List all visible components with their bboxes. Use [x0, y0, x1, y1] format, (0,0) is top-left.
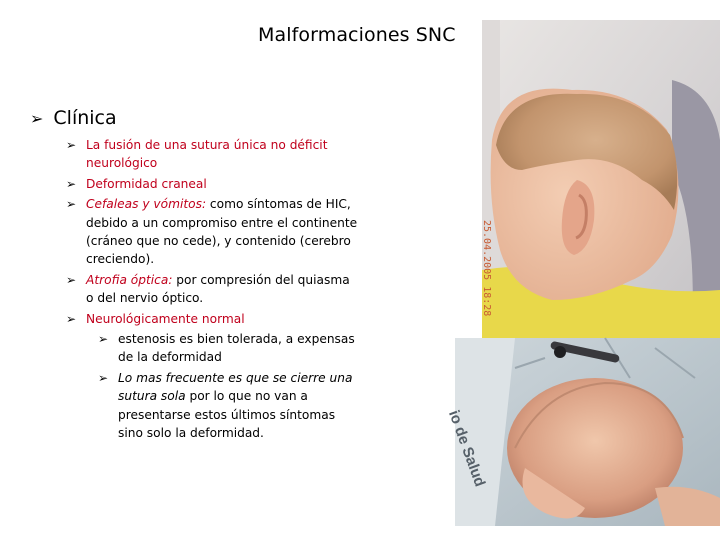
infant-profile-photo [482, 20, 720, 338]
bullet-item [66, 310, 358, 328]
sub-bullet-rest: por lo que no van a presentarse estos últimos síntomas sino solo la deformidad. [118, 389, 336, 441]
bullet-text [86, 271, 358, 308]
arrow-bullet-icon: ➢ [66, 311, 77, 326]
bullet-list [66, 136, 358, 445]
bullet-item [66, 136, 358, 173]
bullet-item [66, 271, 358, 308]
sub-bullet-item [98, 330, 358, 367]
sub-bullet-text [118, 369, 358, 443]
sub-bullet-item [98, 369, 358, 443]
bullet-rest: como síntomas de HIC, debido a un compromiso entre el continente (cráneo que no cede), y contenido (cerebro creciendo). [86, 197, 358, 267]
bullet-item [66, 175, 358, 193]
bullet-lead: Atrofia óptica: [86, 272, 173, 287]
sub-bullet-text: estenosis es bien tolerada, a expensas de la deformidad [118, 332, 355, 365]
arrow-bullet-icon: ➢ [30, 109, 44, 128]
bullet-text: Deformidad craneal [86, 176, 207, 191]
section-heading-text: Clínica [53, 107, 117, 129]
arrow-bullet-icon: ➢ [98, 332, 109, 347]
arrow-bullet-icon: ➢ [98, 370, 109, 385]
photo-date-stamp: 25.04.2005 18:28 [481, 220, 492, 317]
bullet-text [86, 195, 358, 269]
section-heading [30, 107, 117, 129]
slide-title: Malformaciones SNC [258, 24, 456, 46]
arrow-bullet-icon: ➢ [66, 176, 77, 191]
bullet-item [66, 195, 358, 269]
arrow-bullet-icon: ➢ [66, 138, 77, 152]
bullet-rest: por compresión del quiasma o del nervio óptico. [86, 272, 350, 306]
sub-bullet-lead: Lo mas frecuente es que se cierre una sutura sola [118, 370, 353, 404]
bullet-text: Neurológicamente normal [86, 311, 245, 326]
infant-top-view-photo [445, 338, 720, 526]
photo-watermark: io de Salud [445, 408, 489, 490]
bullet-lead: Cefaleas y vómitos: [86, 197, 207, 212]
bullet-text: La fusión de una sutura única no déficit neurológico [86, 138, 328, 171]
arrow-bullet-icon: ➢ [66, 197, 77, 212]
arrow-bullet-icon: ➢ [66, 272, 77, 287]
